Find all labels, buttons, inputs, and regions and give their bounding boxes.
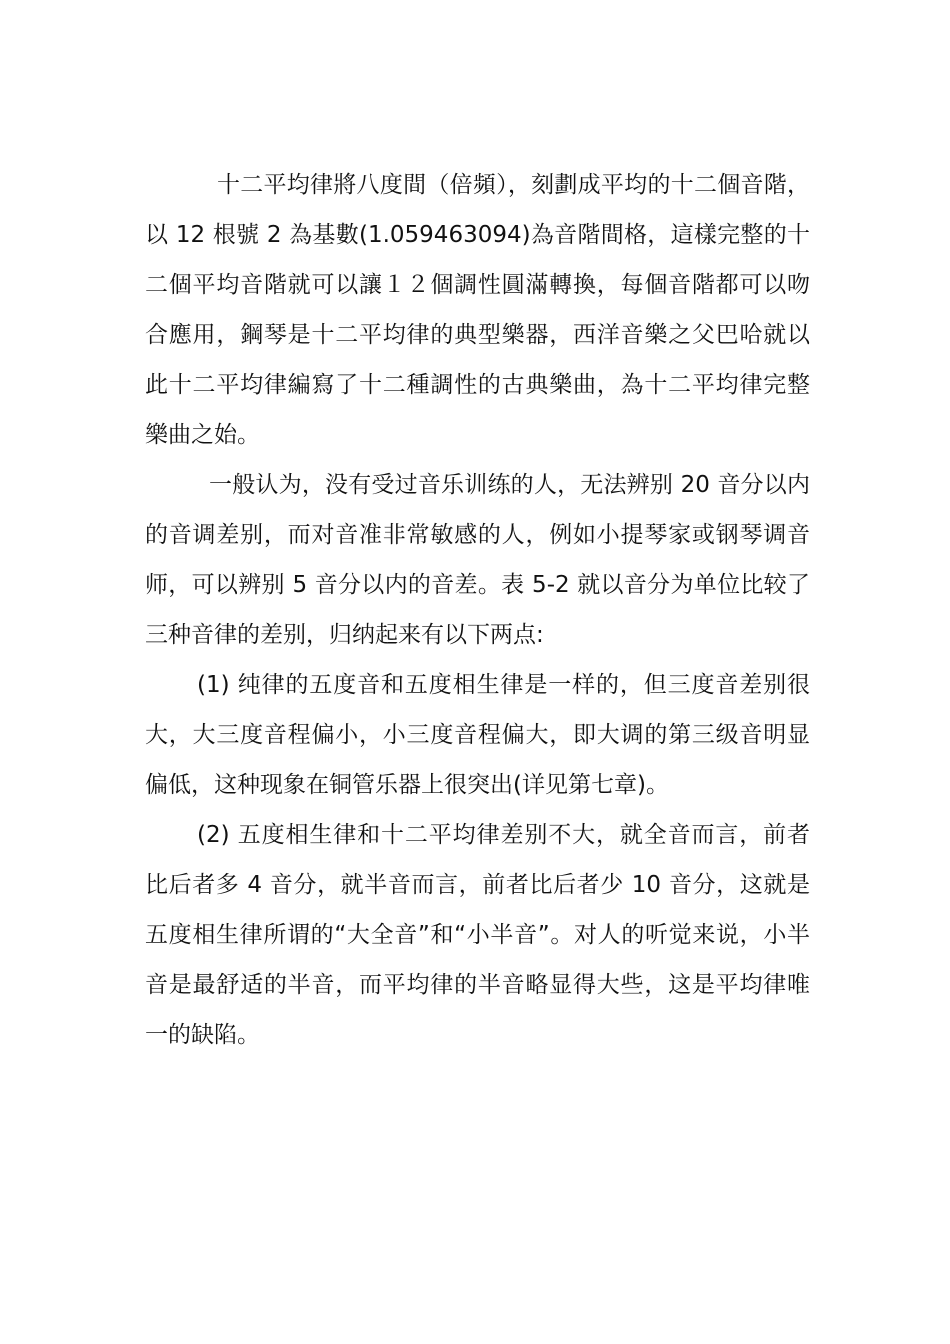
- paragraph-pitch-discrimination: 一般认为，没有受过音乐训练的人，无法辨别 20 音分以内的音调差别，而对音准非常敏感的人，例如小提琴家或钢琴调音师，可以辨别 5 音分以内的音差。表 5-2 就以音分为单位比较了三种音律的差别，归纳起来有以下两点:: [145, 472, 810, 648]
- paragraph-point-1: (1) 纯律的五度音和五度相生律是一样的，但三度音差别很大，大三度音程偏小，小三度音程偏大，即大调的第三级音明显偏低，这种现象在铜管乐器上很突出(详见第七章)。: [145, 672, 810, 798]
- body-text: [145, 160, 810, 1060]
- paragraph-equal-temperament: 十二平均律將八度間（倍頻），刻劃成平均的十二個音階，以 12 根號 2 為基數(1.059463094)為音階間格，這樣完整的十二個平均音階就可以讓１２個調性圓滿轉換，每個音階都可以吻合應用，鋼琴是十二平均律的典型樂器，西洋音樂之父巴哈就以此十二平均律編寫了十二種調性的古典樂曲，為十二平均律完整樂曲之始。: [145, 172, 810, 448]
- paragraph-point-2: (2) 五度相生律和十二平均律差别不大，就全音而言，前者比后者多 4 音分，就半音而言，前者比后者少 10 音分，这就是五度相生律所谓的“大全音”和“小半音”。对人的听觉来说，小半音是最舒适的半音，而平均律的半音略显得大些，这是平均律唯一的缺陷。: [145, 822, 810, 1048]
